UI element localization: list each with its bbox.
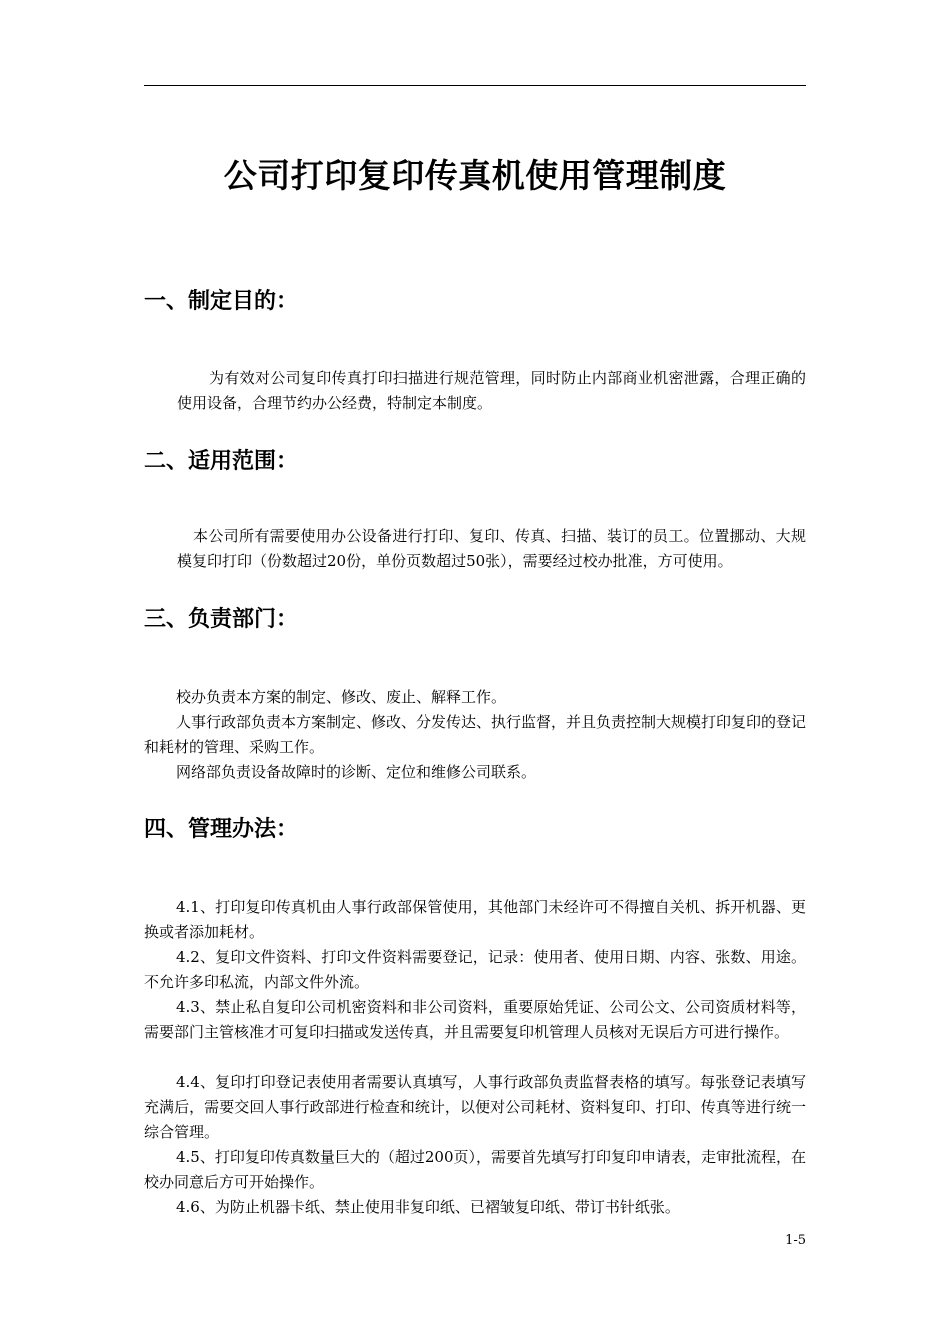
rule-4-4: 4.4、复印打印登记表使用者需要认真填写，人事行政部负责监督表格的填写。每张登记表填写充满后，需要交回人事行政部进行检查和统计，以便对公司耗材、资料复印、打印、传真等进行统一综合管理。 — [144, 1073, 806, 1141]
responsibility-paragraph-network: 网络部负责设备故障时的诊断、定位和维修公司联系。 — [176, 763, 537, 781]
document-title: 公司打印复印传真机使用管理制度 — [223, 156, 727, 195]
rule-4-6: 4.6、为防止机器卡纸、禁止使用非复印纸、已褶皱复印纸、带订书针纸张。 — [176, 1198, 680, 1216]
scope-paragraph: 本公司所有需要使用办公设备进行打印、复印、传真、扫描、装订的员工。位置挪动、大规模复印打印（份数超过20份，单份页数超过50张），需要经过校办批准，方可使用。 — [177, 527, 806, 570]
section-heading-responsible-departments: 三、负责部门： — [144, 607, 299, 632]
section-heading-management-measures: 四、管理办法： — [144, 817, 299, 842]
page-number: 1-5 — [785, 1233, 806, 1248]
header-rule — [144, 85, 806, 86]
responsibility-paragraph-principal-office: 校办负责本方案的制定、修改、废止、解释工作。 — [176, 688, 507, 706]
purpose-paragraph: 为有效对公司复印传真打印扫描进行规范管理，同时防止内部商业机密泄露，合理正确的使用设备，合理节约办公经费，特制定本制度。 — [177, 369, 806, 412]
rule-4-5: 4.5、打印复印传真数量巨大的（超过200页），需要首先填写打印复印申请表，走审批流程，在校办同意后方可开始操作。 — [144, 1148, 806, 1191]
rule-4-3: 4.3、禁止私自复印公司机密资料和非公司资料，重要原始凭证、公司公文、公司资质材料等，需要部门主管核准才可复印扫描或发送传真，并且需要复印机管理人员核对无误后方可进行操作。 — [144, 998, 806, 1041]
section-heading-purpose: 一、制定目的： — [144, 289, 299, 314]
rule-4-2: 4.2、复印文件资料、打印文件资料需要登记，记录：使用者、使用日期、内容、张数、用途。不允许多印私流，内部文件外流。 — [144, 948, 806, 991]
section-heading-scope: 二、适用范围： — [144, 449, 299, 474]
rule-4-1: 4.1、打印复印传真机由人事行政部保管使用，其他部门未经许可不得擅自关机、拆开机器、更换或者添加耗材。 — [144, 898, 806, 941]
responsibility-paragraph-hr-admin: 人事行政部负责本方案制定、修改、分发传达、执行监督，并且负责控制大规模打印复印的登记和耗材的管理、采购工作。 — [144, 713, 807, 756]
